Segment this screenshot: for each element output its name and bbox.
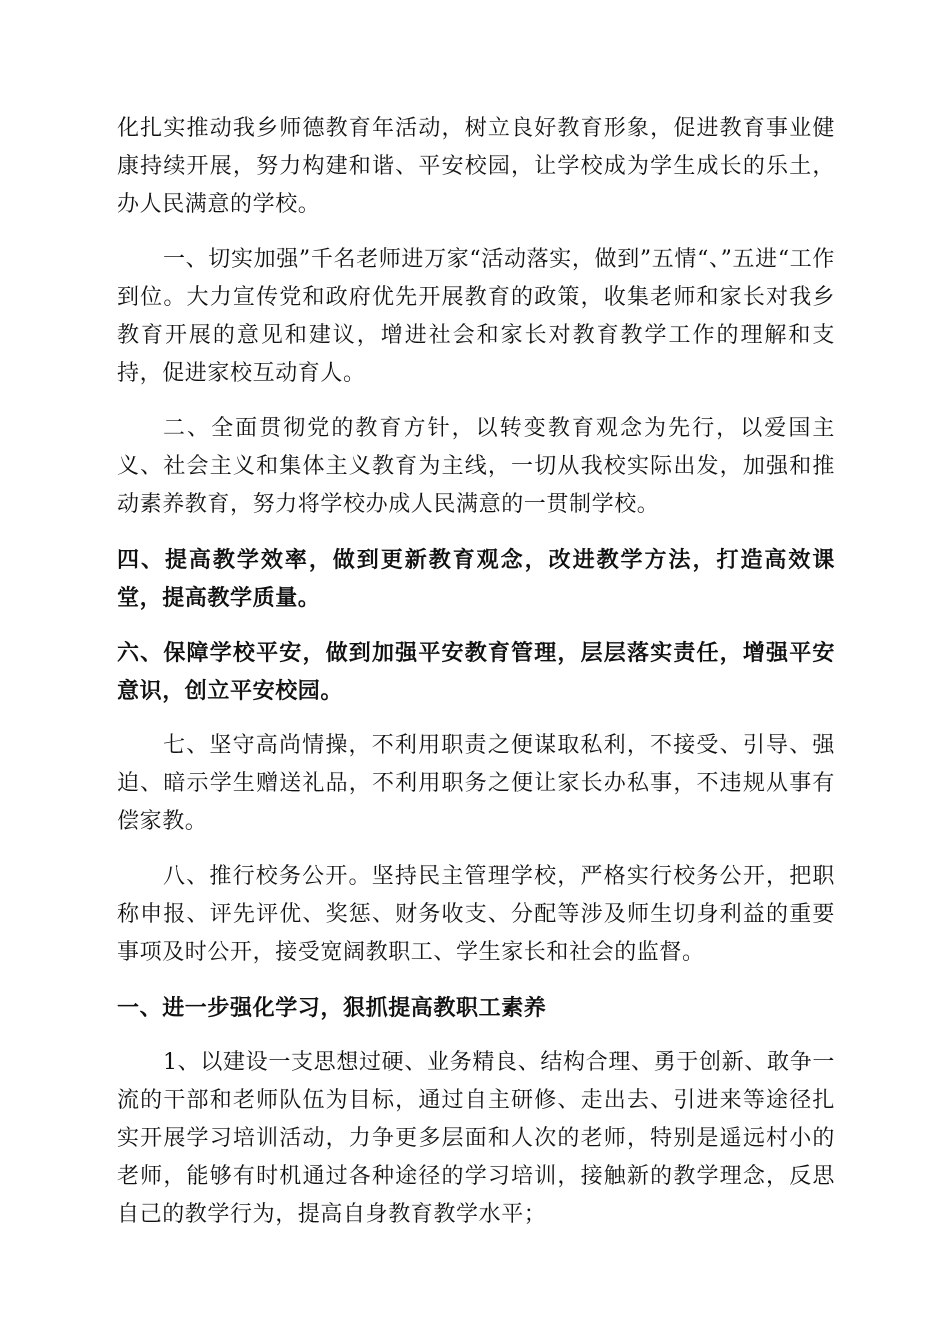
section-heading: 一、进一步强化学习，狠抓提高教职工素养 — [117, 995, 547, 1021]
document-body — [117, 110, 835, 1234]
paragraph-4-heading: 四、提高教学效率，做到更新教育观念，改进教学方法，打造高效课堂，提高教学质量。 — [117, 547, 835, 611]
paragraph-1: 化扎实推动我乡师德教育年活动，树立良好教育形象，促进教育事业健康持续开展，努力构建和谐、平安校园，让学校成为学生成长的乐土，办人民满意的学校。 — [117, 116, 835, 217]
paragraph-2: 一、切实加强”千名老师进万家“活动落实，做到”五情“、”五进“工作到位。大力宣传党和政府优先开展教育的政策，收集老师和家长对我乡教育开展的意见和建议，增进社会和家长对教育教学工作的理解和支持，促进家校互动育人。 — [117, 247, 835, 386]
paragraph-7: 八、推行校务公开。坚持民主管理学校，严格实行校务公开，把职称申报、评先评优、奖惩、财务收支、分配等涉及师生切身利益的重要事项及时公开，接受宽阔教职工、学生家长和社会的监督。 — [117, 864, 835, 965]
paragraph-6: 七、坚守高尚情操，不利用职责之便谋取私利，不接受、引导、强迫、暗示学生赠送礼品，不利用职务之便让家长办私事，不违规从事有偿家教。 — [117, 733, 835, 834]
paragraph-5-heading: 六、保障学校平安，做到加强平安教育管理，层层落实责任，增强平安意识，创立平安校园。 — [117, 640, 835, 704]
paragraph-3: 二、全面贯彻党的教育方针，以转变教育观念为先行，以爱国主义、社会主义和集体主义教育为主线，一切从我校实际出发，加强和推动素养教育，努力将学校办成人民满意的一贯制学校。 — [117, 416, 835, 517]
paragraph-8: 1、以建设一支思想过硬、业务精良、结构合理、勇于创新、敢争一流的干部和老师队伍为目标，通过自主研修、走出去、引进来等途径扎实开展学习培训活动，力争更多层面和人次的老师，特别是遥远村小的老师，能够有时机通过各种途径的学习培训，接触新的教学理念，反思自己的教学行为，提高自身教育教学水平； — [117, 1050, 835, 1227]
